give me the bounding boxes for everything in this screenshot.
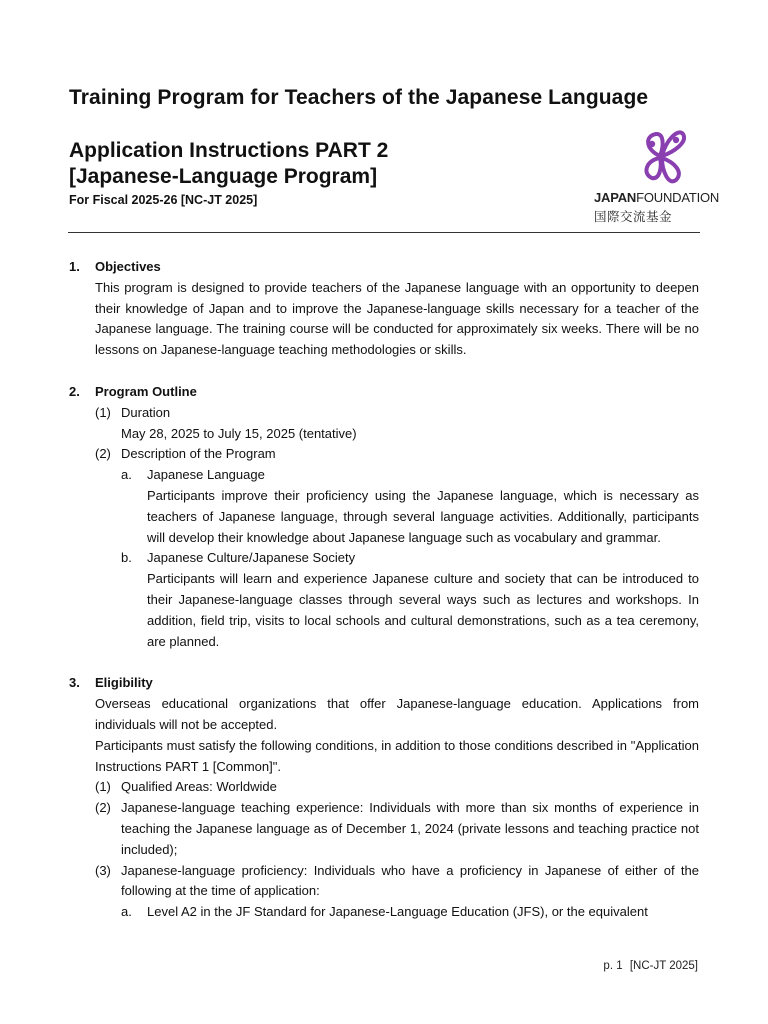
- list-item: (3) Japanese-language proficiency: Individuals who have a proficiency in Japanese of either of the following at the time of application: a. Level A2 in the JF Standard for Japanese-Language Education (JFS), or the equivalent: [95, 861, 699, 923]
- japan-foundation-logo: [594, 126, 720, 226]
- objectives-text: This program is designed to provide teachers of the Japanese language with an opportunity to deepen their knowledge of Japan and to improve the Japanese-language skills necessary for a teacher of the Japanese language. The training course will be conducted for approximately six weeks. There will be no lessons on Japanese-language teaching methodologies or skills.: [95, 279, 699, 358]
- document-code: [NC-JT 2025]: [629, 960, 698, 972]
- section-heading: 1. Objectives: [69, 259, 161, 274]
- document-body: [69, 257, 699, 923]
- subtitle-line-2: [Japanese-Language Program]: [69, 165, 378, 188]
- list-item: (1) Qualified Areas: Worldwide: [95, 779, 277, 795]
- section-objectives: [69, 257, 699, 361]
- eligibility-paragraph: Participants must satisfy the following conditions, in addition to those conditions described in "Application Instructions PART 1 [Common]".: [95, 737, 699, 774]
- list-item: (1) Duration May 28, 2025 to July 15, 2025 (tentative): [95, 403, 699, 445]
- list-item: (2) Japanese-language teaching experience: Individuals with more than six months of experience in teaching the Japanese language as of December 1, 2024 (private lessons and teaching practice not included);: [95, 800, 699, 857]
- page-footer: [599, 960, 698, 972]
- logo-wordmark: JAPANFOUNDATION: [594, 190, 720, 205]
- duration-dates: May 28, 2025 to July 15, 2025 (tentative): [121, 425, 357, 441]
- document-title: Training Program for Teachers of the Japanese Language: [69, 86, 649, 109]
- butterfly-logo-icon: [638, 126, 686, 188]
- sub-item: a. Level A2 in the JF Standard for Japanese-Language Education (JFS), or the equivalent: [121, 904, 648, 920]
- header-divider: [68, 232, 700, 233]
- sub-item: a. Japanese Language Participants improve their proficiency using the Japanese language, which is necessary as teachers of Japanese language, through several language activities. Additionally, participants will develop their knowledge about Japanese language such as vocabulary and grammar.: [121, 467, 699, 545]
- section-eligibility: [69, 673, 699, 923]
- page-number: p. 1: [603, 960, 623, 972]
- logo-kanji: 国際交流基金: [594, 210, 673, 224]
- section-program-outline: [69, 382, 699, 652]
- section-heading: 3. Eligibility: [69, 675, 153, 691]
- section-heading: 2. Program Outline: [69, 383, 197, 399]
- document-subtitle: [69, 138, 388, 190]
- sub-item: b. Japanese Culture/Japanese Society Participants will learn and experience Japanese culture and society that can be introduced to their Japanese-language classes through several ways such as lectures and workshops. In addition, field trip, visits to local schools and cultural demonstrations, such as a tea ceremony, are planned.: [121, 550, 699, 649]
- list-item: (2) Description of the Program a. Japanese Language Participants improve their proficiency using the Japanese language, which is necessary as teachers of Japanese language, through several language activities. Additionally, participants will develop their knowledge about Japanese language such as vocabulary and grammar. b. Japanese Culture/Japanese Society Participants will learn and experience Japanese culture and society that can be introduced to their Japanese-language classes through several ways such as lectures and workshops. In addition, field trip, visits to local schools and cultural demonstrations, such as a tea ceremony, are planned.: [95, 444, 699, 652]
- subtitle-line-1: Application Instructions PART 2: [69, 139, 389, 162]
- eligibility-paragraph: Overseas educational organizations that offer Japanese-language education. Applications from individuals will not be accepted.: [95, 696, 699, 732]
- fiscal-year-label: For Fiscal 2025-26 [NC-JT 2025]: [69, 193, 258, 207]
